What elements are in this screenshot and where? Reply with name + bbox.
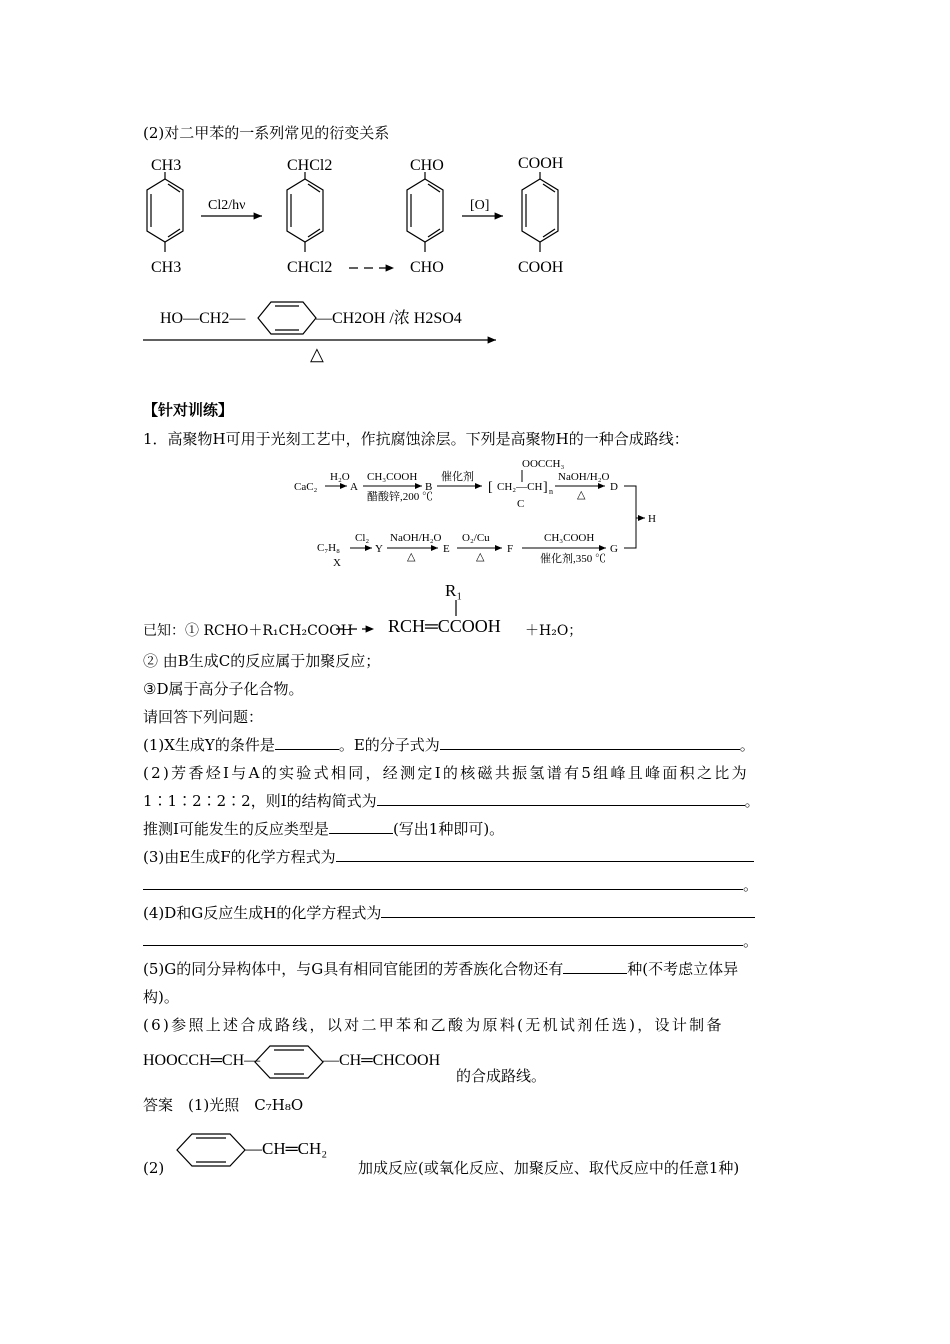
route-naoh1: NaOH/H₂O xyxy=(558,471,610,483)
route-polyC-chain: CH₂—CH xyxy=(497,481,543,493)
known1-product: RCH═CCOOH xyxy=(388,616,501,636)
q6-line1: (6)参照上述合成路线，以对二甲苯和乙酸为原料(无机试剂任选)，设计制备 xyxy=(143,1016,724,1034)
known2: ② 由B生成C的反应属于加聚反应； xyxy=(143,652,381,670)
route-polyC-n: n xyxy=(549,487,553,496)
q6-right: —CH═CHCOOH xyxy=(323,1052,441,1069)
benzene-ring-3 xyxy=(407,172,443,252)
answer2-label: (2) xyxy=(143,1159,165,1177)
q1-line: (1)X生成Y的条件是 。E的分子式为 。 xyxy=(143,736,755,754)
q3-line2: 。 xyxy=(143,875,758,895)
q2-line1: (2)芳香烃I与A的实验式相同，经测定I的核磁共振氢谱有5组峰且峰面积之比为 xyxy=(143,764,749,782)
svg-text:[: [ xyxy=(488,480,493,495)
svg-text:]: ] xyxy=(543,480,548,495)
route-G: G xyxy=(610,543,618,555)
answer-blank[interactable] xyxy=(143,931,743,946)
q1-b: 。E的分子式为 xyxy=(338,736,440,754)
route-h2o: H₂O xyxy=(330,471,350,483)
route-cac2: CaC₂ xyxy=(294,481,318,493)
route-ch3cooh2: CH₃COOH xyxy=(544,532,595,544)
r3-top: CHO xyxy=(410,157,444,174)
q6-end: 的合成路线。 xyxy=(456,1067,547,1085)
known1-prefix: 已知：① RCHO＋R₁CH₂COOH xyxy=(143,623,353,639)
r2-top: CHCl2 xyxy=(287,157,333,174)
route-H: H xyxy=(648,513,656,525)
route-D: D xyxy=(610,481,618,493)
r4-bot: COOH xyxy=(518,259,564,276)
benzene-ring-2 xyxy=(287,172,323,252)
answer2-text: 加成反应(或氧化反应、加聚反应、取代反应中的任意1种) xyxy=(358,1159,740,1177)
route-Y: Y xyxy=(375,543,383,555)
answer-blank[interactable] xyxy=(336,847,754,862)
route-heat1: △ xyxy=(577,489,586,501)
route-C: C xyxy=(517,498,525,510)
answer-line1: 答案 (1)光照 C₇H₈O xyxy=(143,1096,304,1114)
route-E: E xyxy=(443,543,450,555)
route-cat1: 醋酸锌,200 ℃ xyxy=(367,491,433,503)
route-cat2: 催化剂 xyxy=(441,471,474,483)
q1-intro: 1．高聚物H可用于光刻工艺中，作抗腐蚀涂层。下列是高聚物H的一种合成路线： xyxy=(143,430,689,448)
route-naoh2: NaOH/H₂O xyxy=(390,532,442,544)
benzene-ring-horizontal xyxy=(258,302,316,334)
route-polyC-group: OOCCH₃ xyxy=(522,458,565,470)
answer-blank[interactable] xyxy=(563,959,627,974)
r4-top: COOH xyxy=(518,155,564,172)
benzene-ring-4 xyxy=(522,172,558,252)
answer-blank[interactable] xyxy=(440,735,740,750)
r2-bot: CHCl2 xyxy=(287,259,333,276)
benzene-ring-1 xyxy=(147,172,183,252)
q3-line1: (3)由E生成F的化学方程式为 xyxy=(143,847,754,867)
r1-top: CH3 xyxy=(151,157,182,174)
route-B: B xyxy=(425,481,433,493)
ask: 请回答下列问题： xyxy=(143,708,264,726)
route-o2cu: O₂/Cu xyxy=(462,532,490,544)
answer-blank[interactable] xyxy=(329,819,393,834)
answer-blank[interactable] xyxy=(377,791,745,806)
known1-suffix: ＋H₂O； xyxy=(525,623,583,639)
route-cat3: 催化剂,350 ℃ xyxy=(540,553,606,565)
q5-line2: 构)。 xyxy=(143,988,179,1006)
q2-line3: 推测I可能发生的反应类型是 (写出1种即可)。 xyxy=(143,820,505,838)
route-F: F xyxy=(507,543,514,555)
q6-left: HOOCCH═CH— xyxy=(143,1052,261,1069)
route-c7h8: C₇H₈ xyxy=(317,542,340,554)
known3: ③D属于高分子化合物。 xyxy=(143,680,304,698)
answer-blank[interactable] xyxy=(275,735,339,750)
q1-a: (1)X生成Y的条件是 xyxy=(143,736,275,754)
route-ch3cooh: CH₃COOH xyxy=(367,471,418,483)
r3-bot: CHO xyxy=(410,259,444,276)
r1-bot: CH3 xyxy=(151,259,182,276)
q4-line2: 。 xyxy=(143,931,758,951)
benzene-ring-q6 xyxy=(255,1046,323,1078)
route-X: X xyxy=(333,557,341,569)
route-cl2: Cl₂ xyxy=(355,532,370,544)
known1-r1: R₁ xyxy=(445,581,463,600)
arrow2-label: [O] xyxy=(470,198,490,213)
long-arrow-left: HO—CH2— xyxy=(160,310,246,327)
q2-line2: 1∶1∶2∶2∶2，则I的结构简式为 。 xyxy=(143,792,760,810)
route-heat3: △ xyxy=(476,551,485,563)
synthesis-route xyxy=(294,458,656,569)
benzene-ring-answer xyxy=(177,1134,245,1166)
q5-line1: (5)G的同分异构体中，与G具有相同官能团的芳香族化合物还有 种(不考虑立体异 xyxy=(143,960,739,978)
training-title: 【针对训练】 xyxy=(143,401,234,419)
q4-line1: (4)D和G反应生成H的化学方程式为 xyxy=(143,903,755,923)
section2-title: (2)对二甲苯的一系列常见的衍变关系 xyxy=(143,124,390,142)
arrow1-label: Cl2/hν xyxy=(208,198,246,213)
long-arrow-right: —CH2OH /浓 H2SO4 xyxy=(316,310,462,327)
long-arrow-below: △ xyxy=(310,344,324,364)
answer-blank[interactable] xyxy=(143,875,743,890)
route-heat2: △ xyxy=(407,551,416,563)
route-A: A xyxy=(350,481,358,493)
answer-blank[interactable] xyxy=(381,903,755,918)
answer2-struct: —CH═CH₂ xyxy=(245,1139,328,1158)
